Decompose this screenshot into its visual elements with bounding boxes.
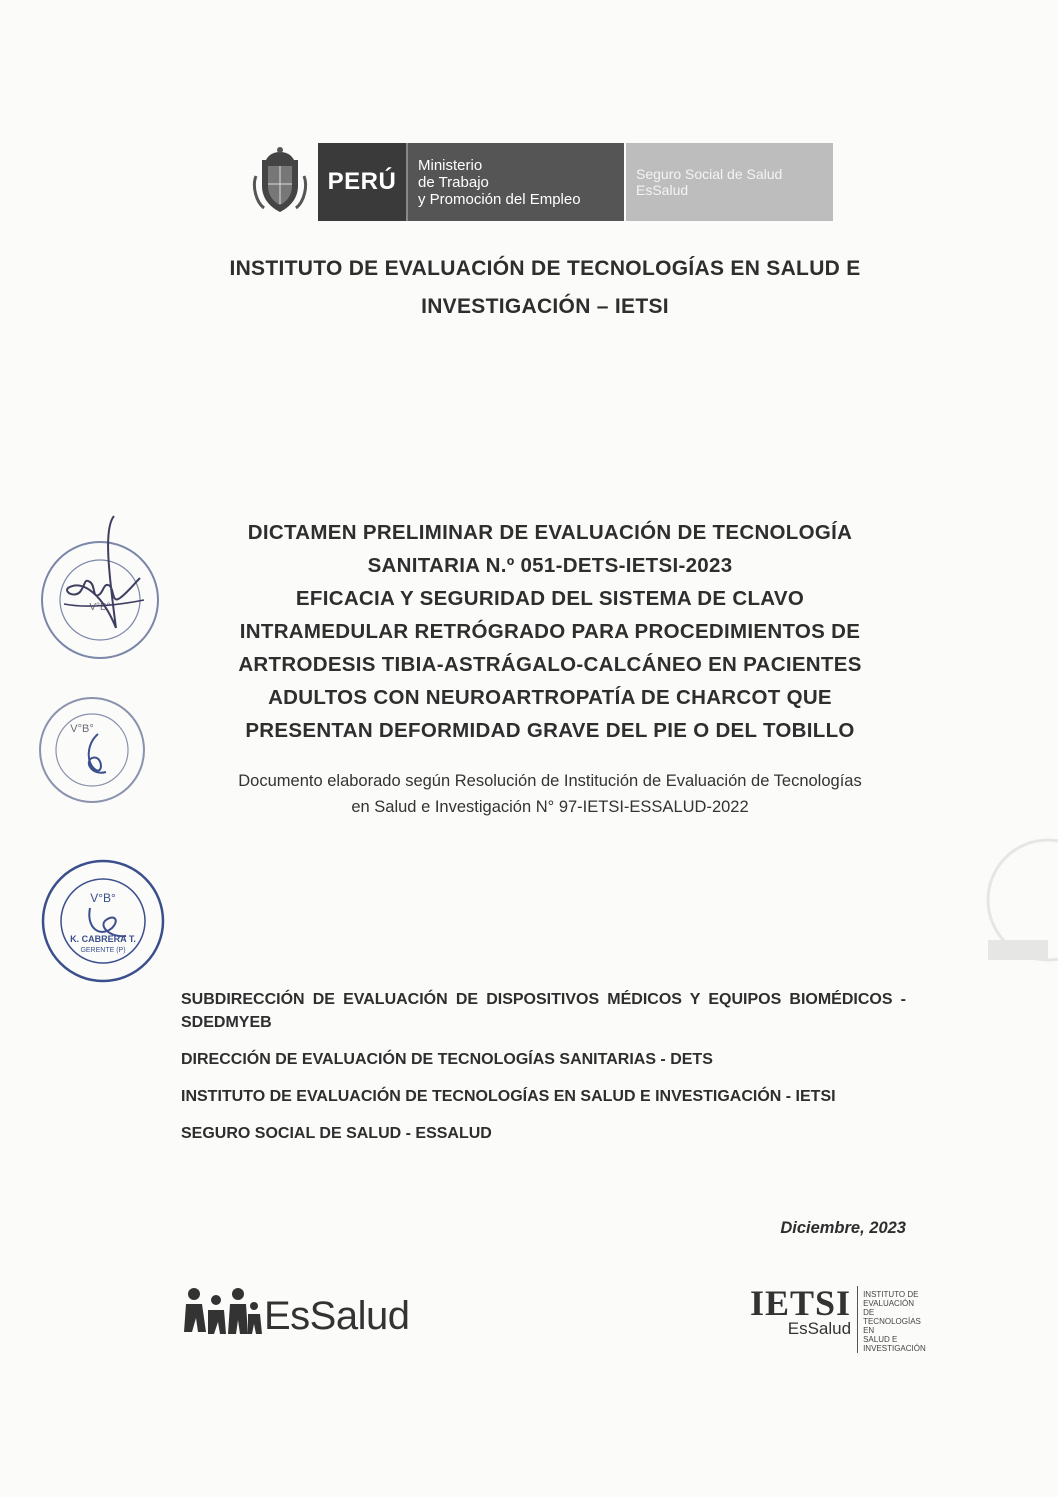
ministry-line: de Trabajo	[418, 173, 489, 191]
ietsi-description	[858, 1286, 926, 1353]
svg-text:K. CABRERA T.: K. CABRERA T.	[70, 934, 136, 944]
essalud-wordmark: EsSalud	[264, 1294, 410, 1338]
ietsi-wordmark: IETSI	[750, 1283, 852, 1323]
report-title-line: PRESENTAN DEFORMIDAD GRAVE DEL PIE O DEL TOBILLO	[245, 719, 855, 742]
country-label: PERÚ	[327, 168, 397, 195]
report-title-line: DICTAMEN PRELIMINAR DE EVALUACIÓN DE TECNOLOGÍA	[247, 521, 853, 544]
official-seal-2	[36, 694, 148, 806]
report-title	[200, 516, 900, 747]
ietsi-description-line: INSTITUTO DE	[863, 1290, 919, 1299]
document-note-line: Documento elaborado según Resolución de Institución de Evaluación de Tecnologías	[238, 772, 862, 790]
ministry-label-box	[406, 143, 624, 221]
ministry-line: y Promoción del Empleo	[418, 190, 581, 208]
ietsi-wordmark-block	[750, 1283, 858, 1353]
report-title-line: SANITARIA N.º 051-DETS-IETSI-2023	[367, 554, 733, 577]
peru-coat-of-arms-icon	[250, 146, 310, 218]
ietsi-description-line: SALUD E	[863, 1335, 898, 1344]
ietsi-description-line: INVESTIGACIÓN	[863, 1344, 926, 1353]
svg-text:GERENTE (P): GERENTE (P)	[80, 947, 126, 954]
agency-line: Seguro Social de Salud	[636, 166, 783, 182]
unit-item: SEGURO SOCIAL DE SALUD - ESSALUD	[181, 1125, 492, 1142]
agency-label-box	[626, 143, 833, 221]
svg-text:V°B°: V°B°	[89, 602, 111, 613]
ietsi-logo	[750, 1283, 926, 1353]
document-date: Diciembre, 2023	[780, 1219, 906, 1237]
official-seal-3	[40, 858, 166, 984]
svg-text:V°B°: V°B°	[70, 723, 94, 735]
family-figures-icon	[182, 1286, 262, 1338]
report-title-line: EFICACIA Y SEGURIDAD DEL SISTEMA DE CLAVO	[295, 587, 805, 610]
unit-item: SUBDIRECCIÓN DE EVALUACIÓN DE DISPOSITIVOS MÉDICOS Y EQUIPOS BIOMÉDICOS - SDEDMYEB	[181, 991, 906, 1031]
ietsi-description-line: EVALUACIÓN DE	[863, 1299, 915, 1317]
unit-item: INSTITUTO DE EVALUACIÓN DE TECNOLOGÍAS EN SALUD E INVESTIGACIÓN - IETSI	[181, 1088, 836, 1105]
institute-title	[150, 250, 940, 326]
ministry-line: Ministerio	[418, 156, 483, 174]
ietsi-description-line: TECNOLOGÍAS EN	[863, 1317, 921, 1335]
document-note	[160, 768, 940, 820]
handwritten-signature-1	[44, 508, 154, 658]
report-title-line: ARTRODESIS TIBIA-ASTRÁGALO-CALCÁNEO EN PACIENTES	[238, 653, 862, 676]
report-title-line: ADULTOS CON NEUROARTROPATÍA DE CHARCOT QUE	[268, 686, 832, 709]
peru-label-box	[318, 143, 406, 221]
svg-text:V°B°: V°B°	[90, 891, 116, 905]
ietsi-sub-wordmark: EsSalud	[787, 1319, 852, 1338]
government-header	[250, 143, 833, 221]
responsible-units	[181, 988, 906, 1159]
agency-line: EsSalud	[636, 182, 689, 198]
institute-title-line: INVESTIGACIÓN – IETSI	[421, 295, 669, 318]
report-title-line: INTRAMEDULAR RETRÓGRADO PARA PROCEDIMIENTOS DE	[239, 620, 861, 643]
institute-title-line: INSTITUTO DE EVALUACIÓN DE TECNOLOGÍAS EN SALUD E	[229, 257, 861, 280]
scan-artifact	[968, 560, 1058, 980]
essalud-logo	[182, 1286, 409, 1338]
document-note-line: en Salud e Investigación N° 97-IETSI-ESSALUD-2022	[351, 798, 749, 816]
unit-item: DIRECCIÓN DE EVALUACIÓN DE TECNOLOGÍAS SANITARIAS - DETS	[181, 1051, 713, 1068]
